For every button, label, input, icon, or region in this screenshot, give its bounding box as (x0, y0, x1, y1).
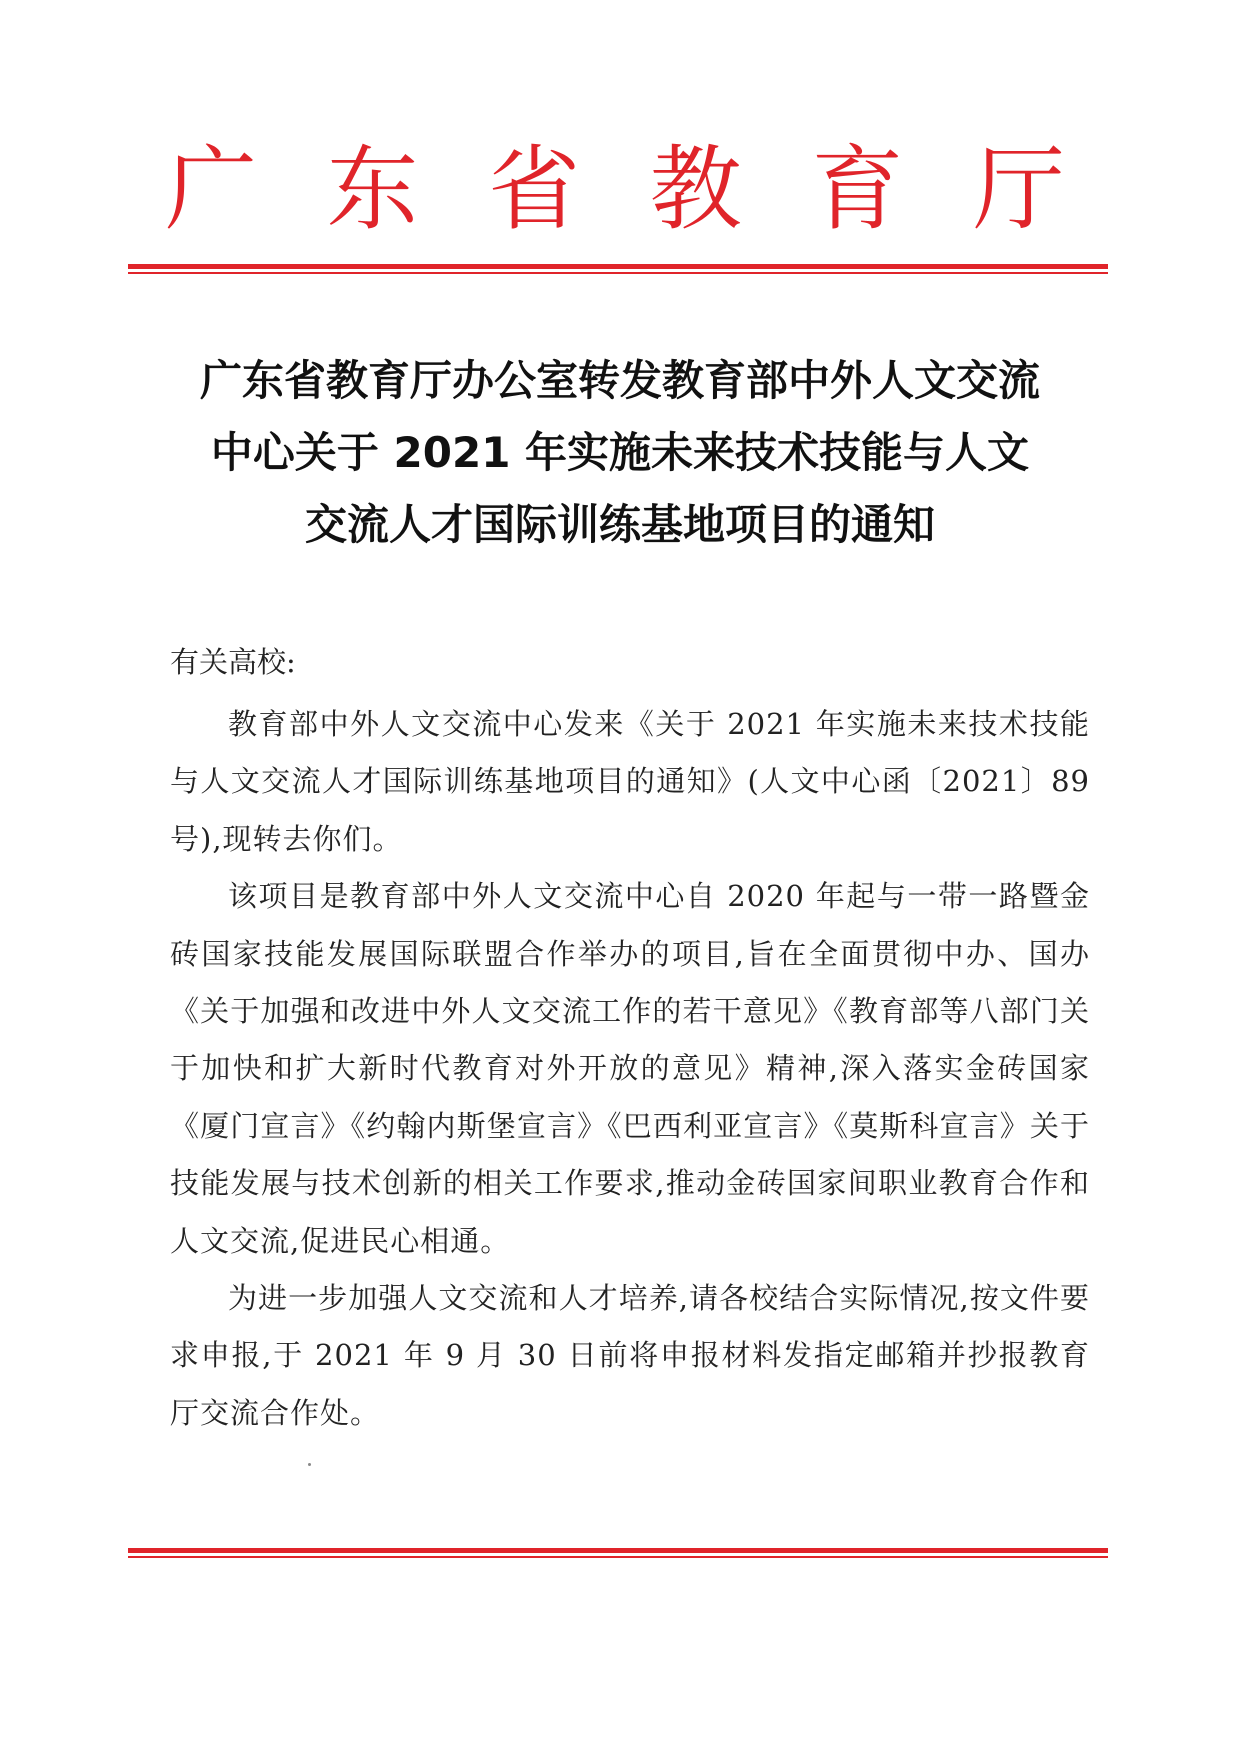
title-line: 交流人才国际训练基地项目的通知 (304, 500, 935, 549)
footer-divider-thick (128, 1548, 1108, 1553)
title-line: 广东省教育厅办公室转发教育部中外人文交流 (199, 356, 1040, 405)
letterhead-char: 厅 (972, 136, 1065, 243)
body-paragraph: 教育部中外人文交流中心发来《关于 2021 年实施未来技术技能与人文交流人才国际训练基地项目的通知》(人文中心函〔2021〕89 号),现转去你们。 (170, 707, 1090, 856)
header-divider-thin (128, 272, 1108, 274)
footer-divider-thin (128, 1556, 1108, 1558)
document-body (170, 696, 1090, 1442)
document-title (150, 345, 1090, 561)
scan-speck (308, 1463, 311, 1466)
letterhead-char: 教 (649, 136, 742, 243)
title-line: 中心关于 2021 年实施未来技术技能与人文 (210, 428, 1030, 477)
letterhead-char: 省 (488, 136, 581, 243)
body-paragraph: 为进一步加强人文交流和人才培养,请各校结合实际情况,按文件要求申报,于 2021 年 9 月 30 日前将申报材料发指定邮箱并抄报教育厅交流合作处。 (170, 1281, 1090, 1430)
letterhead-char: 东 (326, 136, 419, 243)
letterhead-char: 育 (811, 136, 904, 243)
salutation: 有关高校: (170, 645, 296, 679)
letterhead-char: 广 (165, 136, 258, 243)
letterhead-org-name (165, 130, 1065, 250)
header-divider-thick (128, 264, 1108, 269)
body-paragraph: 该项目是教育部中外人文交流中心自 2020 年起与一带一路暨金砖国家技能发展国际联盟合作举办的项目,旨在全面贯彻中办、国办《关于加强和改进中外人文交流工作的若干意见》《教育部等八部门关于加快和扩大新时代教育对外开放的意见》精神,深入落实金砖国家《厦门宣言》《约翰内斯堡宣言》《巴西利亚宣言》《莫斯科宣言》关于技能发展与技术创新的相关工作要求,推动金砖国家间职业教育合作和人文交流,促进民心相通。 (170, 879, 1090, 1258)
